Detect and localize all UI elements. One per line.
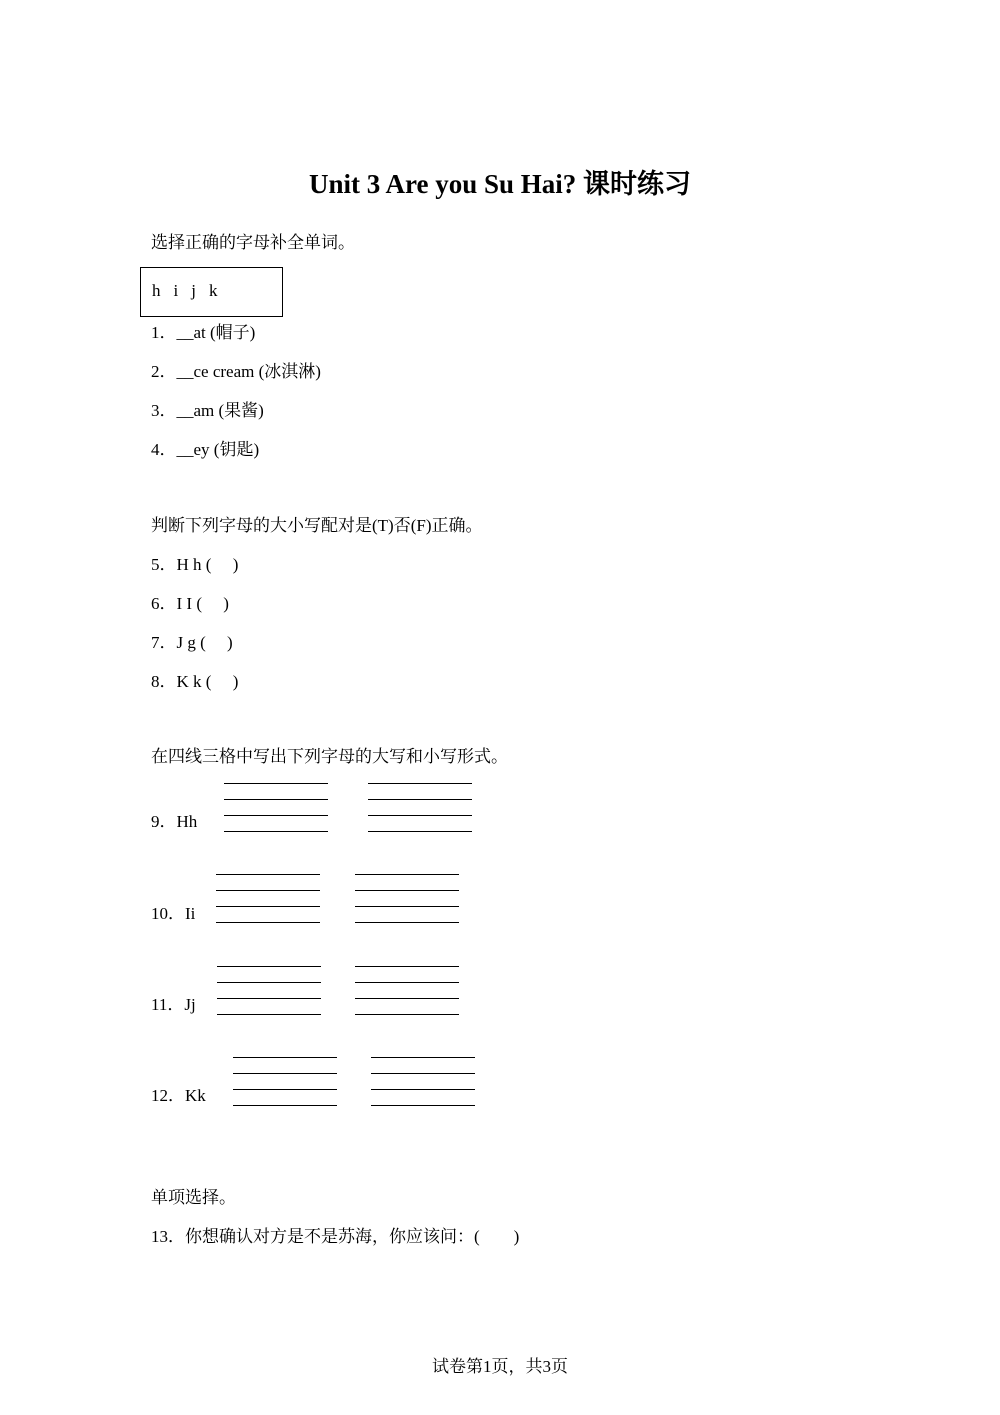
- letter-choice: i: [173, 281, 179, 300]
- four-line-grid: [224, 783, 328, 833]
- four-line-grid: [217, 966, 321, 1016]
- question-10: 10．Ii: [151, 904, 196, 923]
- question-9: 9．Hh: [151, 812, 198, 831]
- letter-choice-box: [140, 267, 283, 317]
- page-footer: 试卷第1页，共3页: [432, 1357, 568, 1376]
- question-11: 11．Jj: [151, 995, 196, 1014]
- four-line-grid: [355, 966, 459, 1016]
- section4-instruction: 单项选择。: [151, 1188, 236, 1207]
- letter-choice: j: [191, 281, 196, 300]
- section2-instruction: 判断下列字母的大小写配对是(T)否(F)正确。: [151, 516, 483, 535]
- question-12: 12．Kk: [151, 1086, 206, 1105]
- question-1: 1．__at (帽子): [151, 323, 256, 342]
- page-title: Unit 3 Are you Su Hai? 课时练习: [308, 169, 692, 199]
- question-13: 13．你想确认对方是不是苏海，你应该问：( ): [151, 1227, 520, 1246]
- section3-instruction: 在四线三格中写出下列字母的大写和小写形式。: [151, 747, 508, 766]
- question-8: 8．K k ( ): [151, 672, 239, 691]
- four-line-grid: [371, 1057, 475, 1107]
- question-3: 3．__am (果酱): [151, 401, 264, 420]
- four-line-grid: [355, 874, 459, 924]
- question-5: 5．H h ( ): [151, 555, 239, 574]
- question-2: 2．__ce cream (冰淇淋): [151, 362, 321, 381]
- question-7: 7．J g ( ): [151, 633, 233, 652]
- question-4: 4．__ey (钥匙): [151, 440, 260, 459]
- letter-choice: k: [208, 281, 218, 300]
- letter-choice: h: [152, 281, 161, 300]
- four-line-grid: [216, 874, 320, 924]
- four-line-grid: [368, 783, 472, 833]
- question-6: 6．I I ( ): [151, 594, 229, 613]
- four-line-grid: [233, 1057, 337, 1107]
- section1-instruction: 选择正确的字母补全单词。: [151, 233, 355, 252]
